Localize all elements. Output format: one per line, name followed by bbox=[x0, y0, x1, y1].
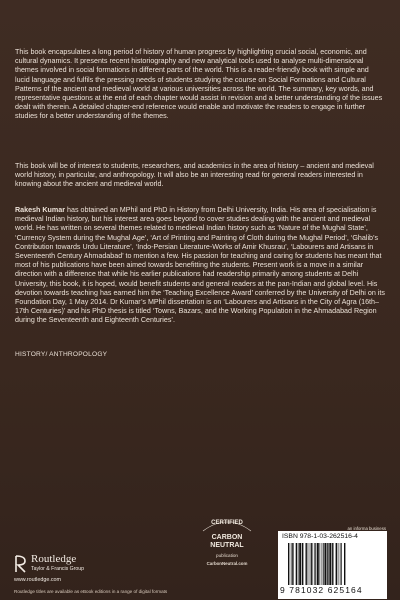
publisher-website[interactable]: www.routledge.com bbox=[14, 577, 62, 583]
seal-neutral-text: NEUTRAL bbox=[210, 542, 244, 549]
barcode-graphic bbox=[288, 543, 378, 587]
isbn-barcode-panel bbox=[278, 531, 387, 599]
author-name: Rakesh Kumar bbox=[15, 206, 66, 214]
isbn-label: ISBN 978-1-03-262516-4 bbox=[282, 533, 358, 540]
subject-category: HISTORY/ ANTHROPOLOGY bbox=[15, 351, 108, 358]
routledge-logo bbox=[14, 553, 84, 579]
informa-tagline: an informa business bbox=[347, 526, 386, 531]
publisher-name: Routledge bbox=[31, 553, 77, 565]
routledge-emblem-icon bbox=[14, 555, 27, 573]
seal-carbon-text: CARBON bbox=[211, 534, 243, 541]
blurb-paragraph-1: This book encapsulates a long period of history of human progress by highlighting crucial social, economic, and cultural dynamics. It presents recent historiography and new analytical tools used to analyse multi-dimensional themes involved in social formations in different parts of the world. This is a reader-friendly book with simple and lucid language and fulfils the pressing needs of students studying the course on Social Formations and Cultural Patterns of the ancient and medieval world at various universities across the world. The summary, key words, and representative questions at the end of each chapter would assist in revision and a better understanding of the issues dealt with therein. A detailed chapter-end reference would enable and motivate the readers to engage in further studies for a better understanding of the themes. bbox=[15, 48, 383, 121]
blurb-paragraph-2: This book will be of interest to students, researchers, and academics in the area of history – ancient and medieval world history, in particular, and anthropology. It will also be an interesting read for general readers interested in knowing about the ancient and medieval world. bbox=[15, 162, 374, 189]
publisher-group: Taylor & Francis Group bbox=[31, 566, 85, 572]
carbon-neutral-seal bbox=[197, 511, 257, 575]
author-bio bbox=[15, 206, 385, 326]
author-bio-text: has obtained an MPhil and PhD in History from Delhi University, India. His area of specialisation is medieval Indian history, but his interest area goes beyond to cover studies dealing with the ancient and medieval world. He has written on several themes related to medieval Indian history such as ‘Nature of the Mughal State’, ‘Currency System during the Mughal Age’, ‘Art of Printing and Painting of Cloth during the Mughal Period’, ‘Ghalib’s Contribution towards Urdu Literature’, ‘Indo-Persian Literature-Works of Amir Khusrau’, ‘Labourers and Artisans in Seventeenth Century Ahmadabad’ to mention a few. His passion for teaching and caring for students has meant that most of his publications have been aimed towards benefitting the students. Present work is a move in a similar direction with a difference that while his earlier publications had readership primarily among students at Delhi University, this book, it is hoped, would benefit students and general readers at the pan-Indian and global level. His devotion towards teaching has earned him the ‘Teaching Excellence Award’ conferred by the University of Delhi on its Foundation Day, 1 May 2014. Dr Kumar’s MPhil dissertation is on ‘Labourers and Artisans in the City of Agra (16th–17th Centuries)’ and his PhD thesis is titled ‘Towns, Bazars, and the Working Population in the Ahmadabad Region during the Seventeenth and Eighteenth Centuries’. bbox=[15, 206, 385, 325]
ebook-footnote: Routledge titles are available as eBook editions in a range of digital formats bbox=[14, 589, 168, 594]
barcode-digits: 9 781032 625164 bbox=[280, 585, 363, 595]
seal-url-text: CarbonNeutral.com bbox=[206, 561, 248, 566]
seal-top-text: CERTIFIED bbox=[211, 520, 243, 526]
seal-publication-text: publication bbox=[216, 553, 238, 558]
